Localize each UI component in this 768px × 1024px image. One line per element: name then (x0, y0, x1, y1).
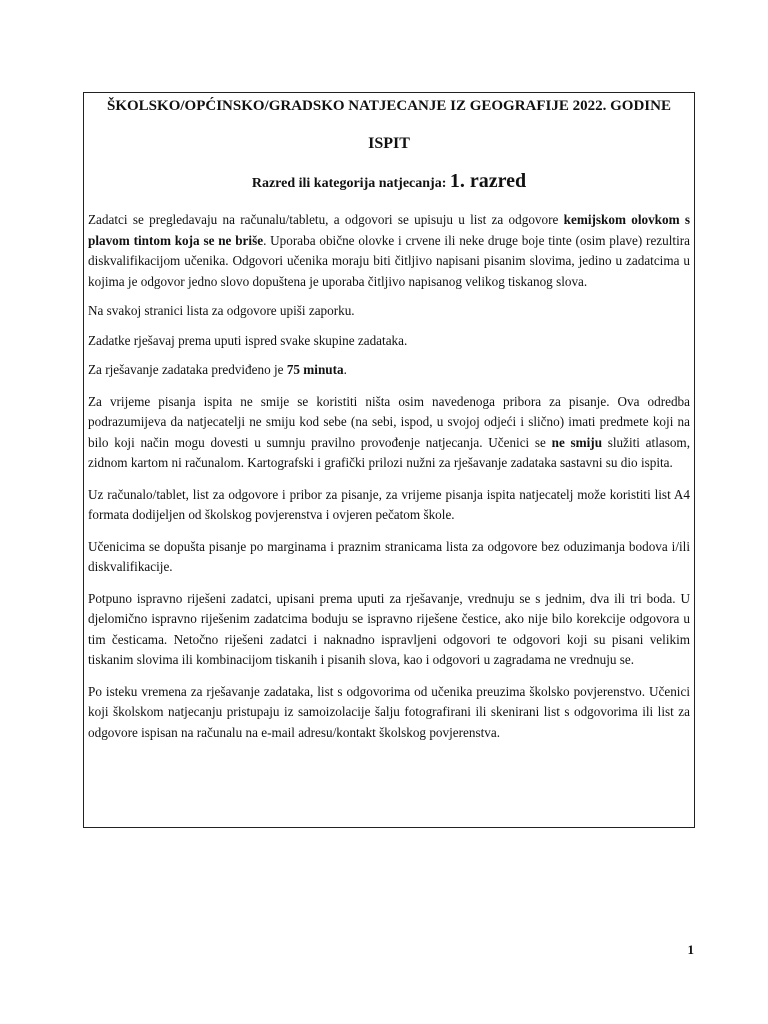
instruction-text: Za vrijeme pisanja ispita ne smije se koristiti ništa osim navedenoga pribora za pisanje. Ova odredba podrazumijeva da natjecatelji ne smiju kod sebe (na sebi, ispod, u svojoj odjeći i slično) imati predmete koji na bilo koji način mogu dovesti u sumnju pravilno provođenje natjecanja. Učenici se (88, 393, 690, 450)
instruction-paragraph-answers (88, 210, 690, 292)
exam-heading: ISPIT (368, 135, 410, 152)
instruction-paragraph-submission: Po isteku vremena za rješavanje zadataka, list s odgovorima od učenika preuzima školsko povjerenstvo. Učenici koji školskom natjecanju pristupaju iz samoizolacije šalju fotografirani ili skenirani list s odgovorima ili list za odgovore ispisan na računalu na e-mail adresu/kontakt školskog povjerenstva. (88, 683, 690, 740)
instruction-paragraph-code: Na svakoj stranici lista za odgovore upiši zaporku. (88, 303, 355, 318)
instruction-emphasis: kemijskom olovkom s plavom tintom koja se ne briše (88, 212, 691, 248)
instruction-paragraph-margins: Učenicima se dopušta pisanje po marginama i praznim stranicama lista za odgovore bez oduzimanja bodova i/ili diskvalifikacije. (88, 538, 690, 574)
instruction-text: . Uporaba obične olovke i crvene ili neke druge boje tinte (osim plave) rezultira diskvalifikacijom učenika. Odgovori učenika moraju biti čitljivo napisani pisanim slovima, jedino u zadatcima u kojima je odgovor jedno slovo dopuštena je uporaba čitljivo napisanog velikog tiskanog slova. (88, 232, 690, 289)
instruction-paragraph-time (88, 360, 690, 381)
instruction-paragraph-a4-sheet: Uz računalo/tablet, list za odgovore i pribor za pisanje, za vrijeme pisanja ispita natjecatelj može koristiti list A4 formata dodijeljen od školskog povjerenstva i ovjeren pečatom škole. (88, 486, 690, 522)
page-number: 1 (687, 942, 694, 957)
instruction-text: Zadatci se pregledavaju na računalu/tabletu, a odgovori se upisuju u list za odgovore (88, 212, 564, 227)
instruction-emphasis: 75 minuta (286, 362, 344, 377)
exam-instructions-box (83, 92, 695, 828)
instruction-paragraph-scoring: Potpuno ispravno riješeni zadatci, upisani prema uputi za rješavanje, vrednuju se s jednim, dva ili tri boda. U djelomično ispravno riješenim zadatcima boduju se ispravno riješene čestice, ako nije bilo korekcije odgovora u tim česticama. Netočno riješeni zadatci i naknadno ispravljeni odgovori te odgovori koji su pisani velikim tiskanim slovima ili kombinacijom tiskanih i pisanih slova, kao i odgovori u zagradama ne vrednuju se. (88, 590, 690, 667)
page-title: ŠKOLSKO/OPĆINSKO/GRADSKO NATJECANJE IZ GEOGRAFIJE 2022. GODINE (107, 98, 671, 114)
instruction-emphasis: ne smiju (551, 434, 603, 450)
instruction-text: Za rješavanje zadataka predviđeno je (88, 362, 287, 377)
instruction-text: . (343, 362, 347, 377)
instruction-paragraph-aids (88, 392, 690, 474)
instruction-paragraph-order: Zadatke rješavaj prema uputi ispred svake skupine zadataka. (88, 332, 408, 348)
instruction-text: služiti atlasom, zidnom kartom ni računalom. Kartografski i grafički prilozi nužni za rješavanje zadataka sastavni su dio ispita. (88, 434, 690, 470)
category-label: Razred ili kategorija natjecanja: (251, 176, 447, 191)
category-value: 1. razred (449, 170, 527, 192)
category-line (88, 170, 690, 195)
